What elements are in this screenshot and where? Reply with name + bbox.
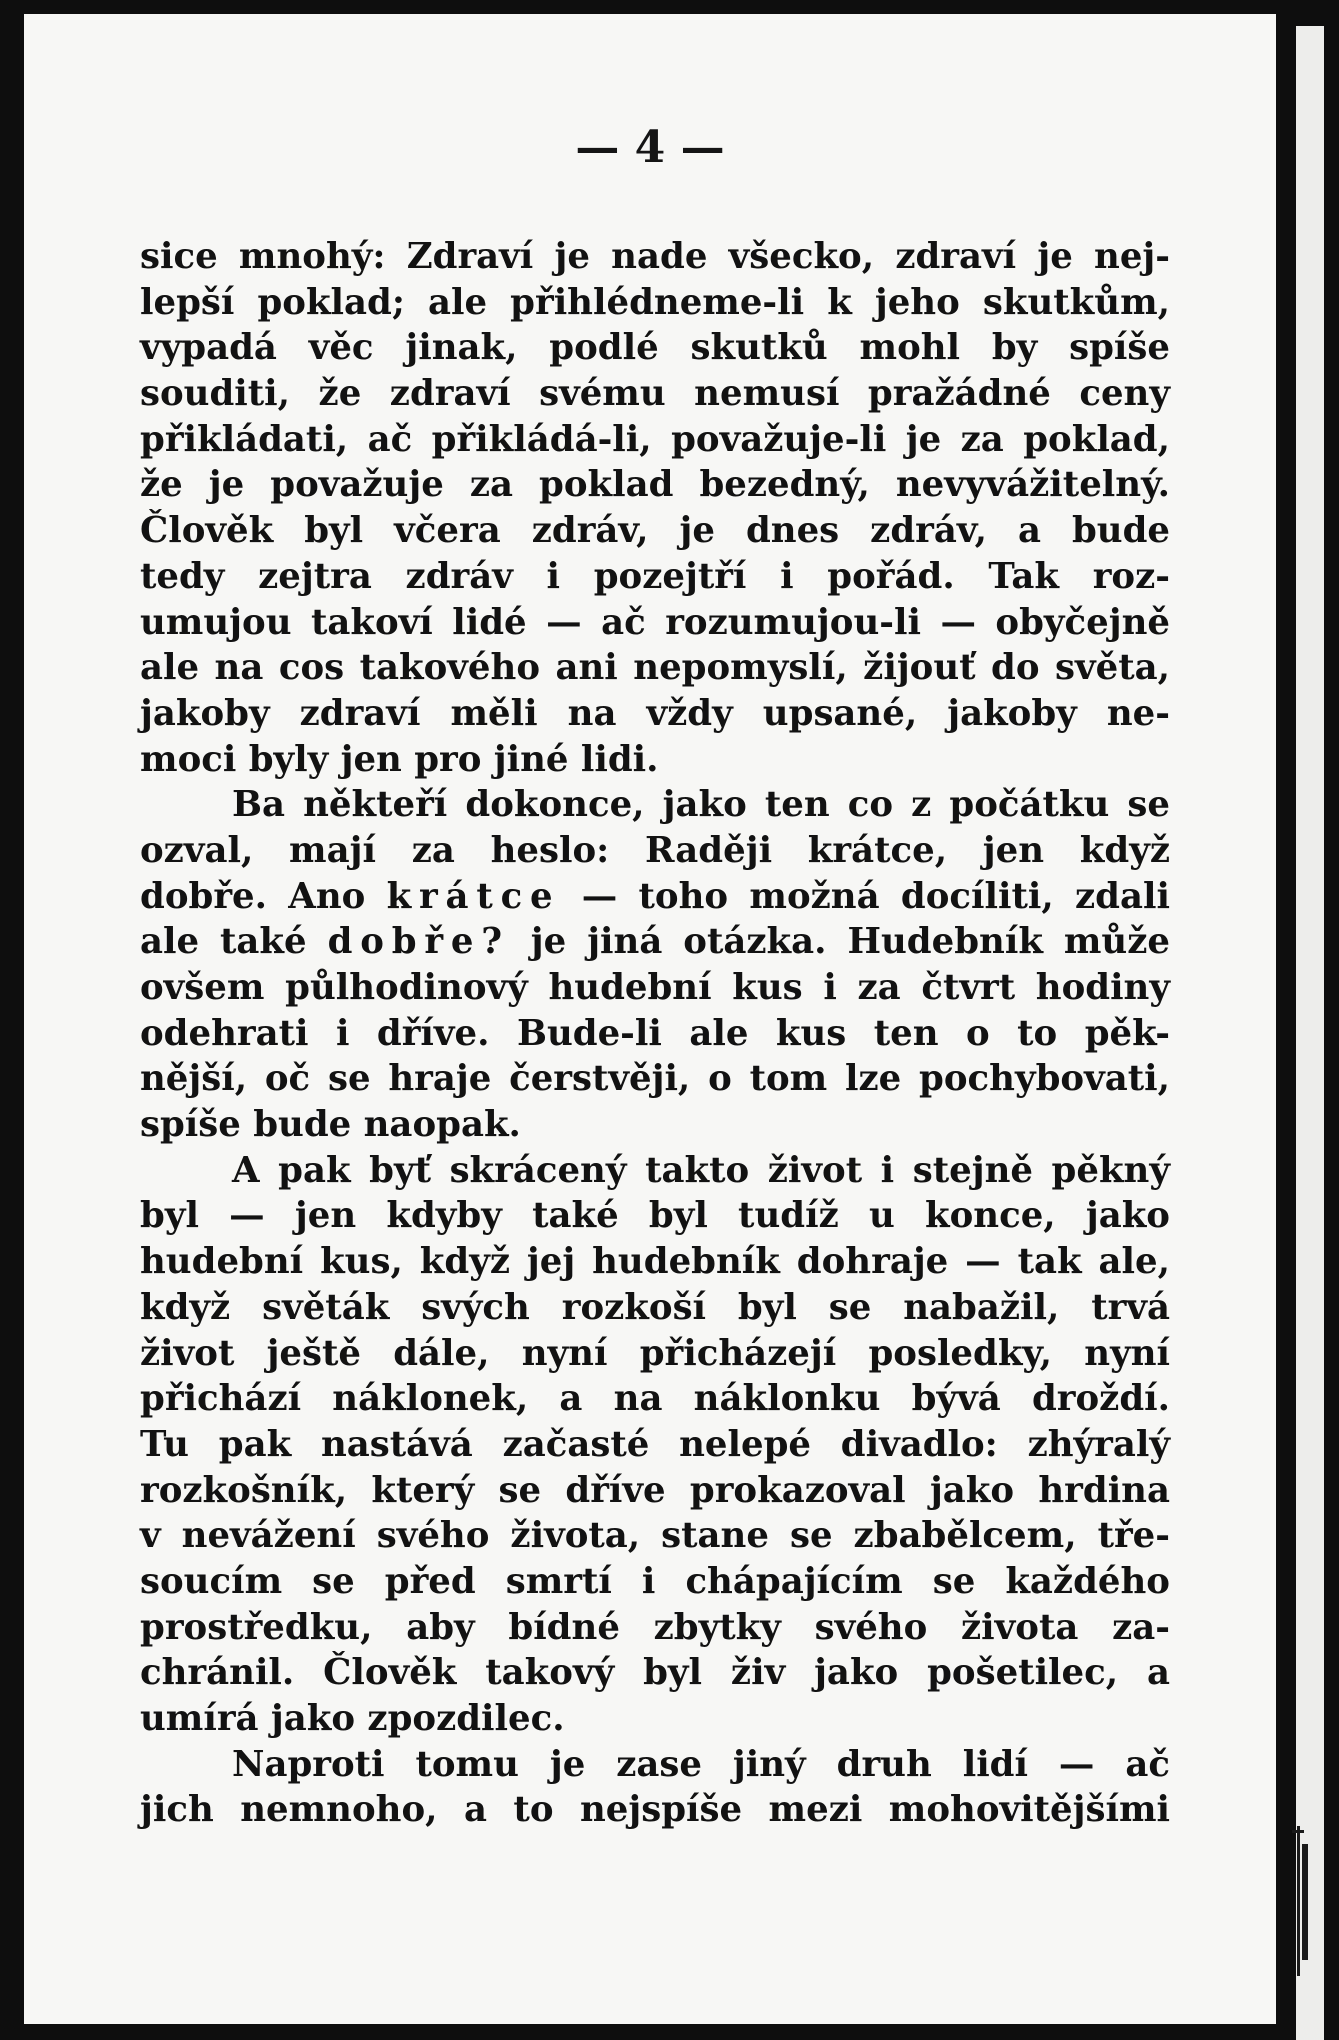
text-line: přichází náklonek, a na náklonku bývá droždí. — [140, 1378, 1170, 1420]
adjacent-page-edge — [1296, 26, 1324, 2040]
text-fragment: dobře. Ano — [140, 875, 387, 917]
text-line: umujou takoví lidé — ač rozumujou-li — obyčejně — [140, 601, 1170, 643]
text-line: odehrati i dříve. Bude-li ale kus ten o to pěk- — [140, 1012, 1170, 1054]
body-text — [140, 234, 1170, 1833]
text-fragment: — toho možná docíliti, zdali — [560, 875, 1170, 917]
paragraph-start-line: Ba někteří dokonce, jako ten co z počátku se — [232, 784, 1170, 826]
scan-mark — [1302, 1844, 1308, 1960]
text-line: že je považuje za poklad bezedný, nevyvážitelný. — [140, 464, 1170, 506]
text-line: prostředku, aby bídné zbytky svého života za- — [140, 1606, 1170, 1648]
text-line: jich nemnoho, a to nejspíše mezi mohovitějšími — [140, 1789, 1170, 1831]
text-line: Člověk byl včera zdráv, je dnes zdráv, a bude — [140, 510, 1170, 552]
text-line: soucím se před smrtí i chápajícím se každého — [140, 1560, 1170, 1602]
text-line: přikládati, ač přikládá-li, považuje-li je za poklad, — [140, 418, 1170, 460]
text-line: život ještě dále, nyní přicházejí posledky, nyní — [140, 1332, 1170, 1374]
paragraph-end-line: moci byly jen pro jiné lidi. — [140, 738, 659, 780]
paragraph-start-line: A pak byť skrácený takto život i stejně pěkný — [232, 1149, 1170, 1191]
emphasized-word: dobře? — [327, 921, 510, 963]
text-line: byl — jen kdyby také byl tudíž u konce, jako — [140, 1195, 1170, 1237]
text-line: chránil. Člověk takový byl živ jako pošetilec, a — [140, 1652, 1170, 1694]
text-fragment: ale také — [140, 921, 328, 963]
paragraph-start-line: Naproti tomu je zase jiný druh lidí — ač — [232, 1743, 1170, 1785]
emphasized-word: krátce — [386, 875, 561, 917]
text-fragment: je jiná otázka. Hudebník může — [509, 921, 1170, 963]
scan-mark — [1297, 1826, 1300, 1976]
text-line: souditi, že zdraví svému nemusí pražádné ceny — [140, 373, 1170, 415]
text-line: Tu pak nastává začasté nelepé divadlo: zhýralý — [140, 1423, 1170, 1465]
text-line: ale na cos takového ani nepomyslí, žijouť do světa, — [140, 647, 1170, 689]
paragraph-end-line: umírá jako zpozdilec. — [140, 1698, 565, 1739]
text-line: jakoby zdraví měli na vždy upsané, jakoby ne- — [140, 692, 1170, 734]
text-line: v nevážení svého života, stane se zbabělcem, tře- — [140, 1515, 1170, 1557]
text-line: nější, oč se hraje čerstvěji, o tom lze pochybovati, — [140, 1058, 1170, 1100]
text-line — [140, 874, 1170, 920]
text-line: hudební kus, když jej hudebník dohraje — tak ale, — [140, 1241, 1170, 1283]
text-line: vypadá věc jinak, podlé skutků mohl by spíše — [140, 327, 1170, 369]
page-number: — 4 — — [575, 122, 725, 173]
text-line: když světák svých rozkoší byl se nabažil, trvá — [140, 1286, 1170, 1328]
text-line — [140, 919, 1170, 965]
text-line: tedy zejtra zdráv i pozejtří i pořád. Tak roz- — [140, 555, 1170, 597]
text-line: sice mnohý: Zdraví je nade všecko, zdraví je nej- — [140, 236, 1170, 277]
text-line: ozval, mají za heslo: Raději krátce, jen když — [140, 829, 1170, 871]
text-line: ovšem půlhodinový hudební kus i za čtvrt hodiny — [140, 967, 1170, 1008]
text-line: rozkošník, který se dříve prokazoval jako hrdina — [140, 1469, 1170, 1511]
paragraph-end-line: spíše bude naopak. — [140, 1104, 521, 1146]
book-page — [24, 14, 1276, 2024]
text-line: lepší poklad; ale přihlédneme-li k jeho skutkům, — [140, 281, 1170, 323]
